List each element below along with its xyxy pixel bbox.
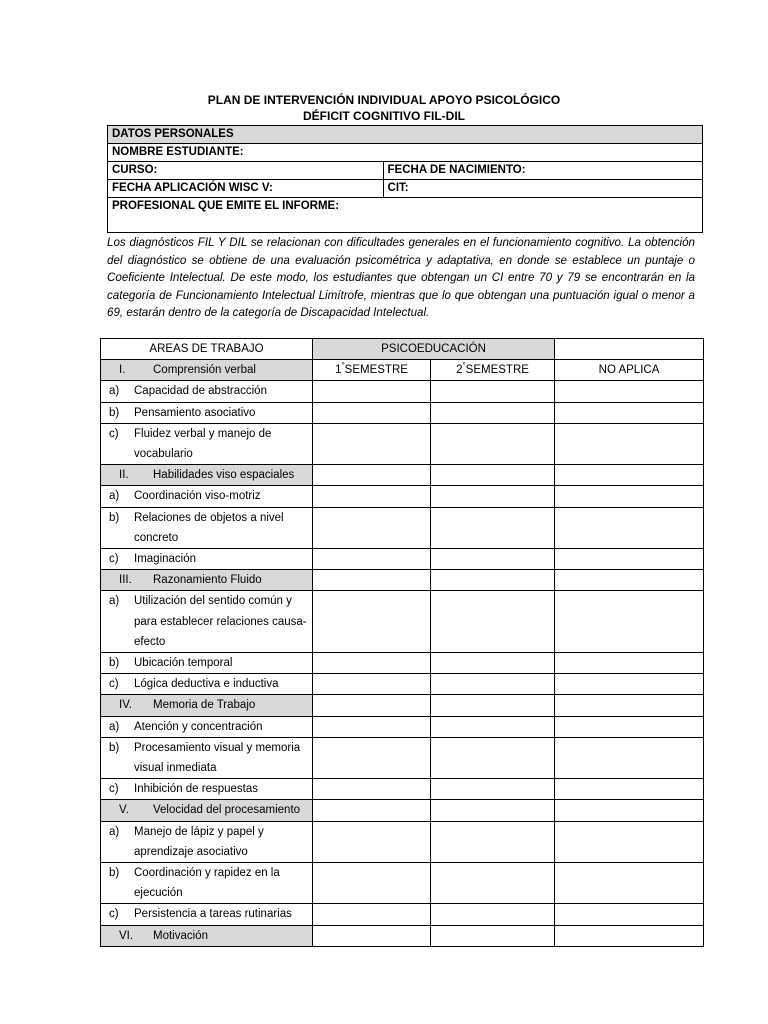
item-label-cell: [101, 486, 313, 507]
sem1-label: SEMESTRE: [344, 364, 408, 377]
sem1-degree: °: [341, 361, 345, 371]
cit-field[interactable]: CIT:: [383, 180, 702, 198]
section-name-cell: [101, 925, 313, 946]
section-noaplica-cell[interactable]: [555, 465, 704, 486]
item-row: [101, 591, 704, 653]
item-text: Persistencia a tareas rutinarias: [134, 908, 292, 921]
item-sem1-cell[interactable]: [313, 653, 431, 674]
section-sem1-cell[interactable]: [313, 695, 431, 716]
item-row: [101, 779, 704, 800]
birthdate-field[interactable]: FECHA DE NACIMIENTO:: [383, 162, 702, 180]
section-title: Motivación: [153, 929, 208, 942]
section-row: [101, 360, 704, 381]
header-areas: AREAS DE TRABAJO: [101, 339, 313, 360]
item-label: [101, 863, 312, 903]
item-sem1-cell[interactable]: [313, 779, 431, 800]
item-noaplica-cell[interactable]: [555, 737, 704, 778]
section-name-cell: [101, 695, 313, 716]
item-row: [101, 737, 704, 778]
intro-paragraph: Los diagnósticos FIL Y DIL se relacionan con dificultades generales en el funcionamiento cognitivo. La obtención del diagnóstico se obtiene de una evaluación psicométrica y adaptativa, en donde se establece un puntaje o Coeficiente Intelectual. De este modo, los estudiantes que obtengan un CI entre 70 y 79 se encontrarán en la categoría de Funcionamiento Intelectual Limítrofe, mientras que lo que obtengan una puntuación igual o menor a 69, estarán dentro de la categoría de Discapacidad Intelectual.: [107, 236, 695, 319]
section-label: [101, 926, 312, 946]
item-sem2-cell[interactable]: [431, 423, 555, 464]
item-label-cell: [101, 737, 313, 778]
item-sem2-cell[interactable]: [431, 402, 555, 423]
section-number: V.: [119, 804, 129, 817]
section-noaplica-cell[interactable]: [555, 925, 704, 946]
item-sem1-cell[interactable]: [313, 423, 431, 464]
item-label: [101, 904, 312, 924]
item-letter: b): [109, 741, 120, 754]
section-sem1-cell[interactable]: [313, 800, 431, 821]
section-noaplica-cell[interactable]: [555, 570, 704, 591]
item-letter: b): [109, 511, 120, 524]
item-sem1-cell[interactable]: [313, 674, 431, 695]
item-sem1-cell[interactable]: [313, 716, 431, 737]
item-sem1-cell[interactable]: [313, 863, 431, 904]
personal-header: DATOS PERSONALES: [108, 126, 703, 144]
item-letter: c): [109, 553, 119, 566]
item-text: Lógica deductiva e inductiva: [134, 678, 279, 691]
item-sem2-cell[interactable]: [431, 486, 555, 507]
item-sem2-cell[interactable]: [431, 863, 555, 904]
item-noaplica-cell[interactable]: [555, 821, 704, 862]
section-title: Habilidades viso espaciales: [153, 469, 295, 482]
item-sem2-cell[interactable]: [431, 653, 555, 674]
item-letter: a): [109, 385, 120, 398]
item-row: [101, 716, 704, 737]
item-sem2-cell[interactable]: [431, 904, 555, 925]
section-sem2-cell[interactable]: [431, 465, 555, 486]
item-sem2-cell[interactable]: [431, 381, 555, 402]
item-noaplica-cell[interactable]: [555, 507, 704, 548]
page-title: PLAN DE INTERVENCIÓN INDIVIDUAL APOYO PSICOLÓGICO: [207, 93, 561, 107]
item-text: Coordinación viso-motriz: [134, 490, 261, 503]
wisc-date-field[interactable]: FECHA APLICACIÓN WISC V:: [108, 180, 384, 198]
item-noaplica-cell[interactable]: [555, 423, 704, 464]
item-label-cell: [101, 863, 313, 904]
section-sem2-cell[interactable]: [431, 925, 555, 946]
section-row: [101, 465, 704, 486]
header-psicoeducacion: PSICOEDUCACIÓN: [313, 339, 555, 360]
section-title: Razonamiento Fluido: [153, 574, 262, 587]
item-label: [101, 424, 312, 464]
item-row: [101, 381, 704, 402]
item-row: [101, 653, 704, 674]
section-number: II.: [119, 469, 129, 482]
item-sem1-cell[interactable]: [313, 549, 431, 570]
item-letter: a): [109, 825, 120, 838]
item-sem2-cell[interactable]: [431, 821, 555, 862]
item-label: [101, 508, 312, 548]
item-label-cell: [101, 549, 313, 570]
item-sem2-cell[interactable]: [431, 737, 555, 778]
item-noaplica-cell[interactable]: [555, 653, 704, 674]
item-letter: a): [109, 595, 120, 608]
sem2-number: 2: [456, 364, 463, 377]
section-title: Velocidad del procesamiento: [153, 804, 301, 817]
item-row: [101, 402, 704, 423]
item-letter: a): [109, 490, 120, 503]
section-label: [101, 695, 312, 715]
sem2-label: SEMESTRE: [465, 364, 529, 377]
header-no-aplica: NO APLICA: [555, 360, 704, 381]
item-row: [101, 674, 704, 695]
item-text: Coordinación y rapidez en la ejecución: [134, 867, 280, 900]
item-text: Ubicación temporal: [134, 657, 233, 670]
section-title: Comprensión verbal: [153, 364, 256, 377]
section-number: IV.: [119, 699, 133, 712]
item-label: [101, 822, 312, 862]
item-letter: b): [109, 867, 120, 880]
section-name-cell: [101, 465, 313, 486]
item-noaplica-cell[interactable]: [555, 486, 704, 507]
item-sem1-cell[interactable]: [313, 737, 431, 778]
item-noaplica-cell[interactable]: [555, 863, 704, 904]
item-noaplica-cell[interactable]: [555, 591, 704, 653]
section-label: [101, 465, 312, 485]
item-row: [101, 863, 704, 904]
item-text: Imaginación: [134, 553, 197, 566]
item-text: Fluidez verbal y manejo de vocabulario: [134, 427, 272, 461]
item-label: [101, 549, 312, 569]
sem2-degree: °: [462, 361, 466, 371]
section-sem1-cell[interactable]: [313, 465, 431, 486]
item-label-cell: [101, 381, 313, 402]
header-semester-2: [431, 360, 555, 381]
item-label-cell: [101, 402, 313, 423]
item-label-cell: [101, 653, 313, 674]
student-name-field[interactable]: NOMBRE ESTUDIANTE:: [108, 144, 703, 162]
section-sem2-cell[interactable]: [431, 800, 555, 821]
sem1-number: 1: [335, 364, 342, 377]
item-noaplica-cell[interactable]: [555, 381, 704, 402]
item-label: [101, 486, 312, 506]
section-label: [101, 570, 312, 590]
section-name-cell: [101, 360, 313, 381]
item-text: Pensamiento asociativo: [134, 406, 256, 419]
item-label: [101, 591, 312, 652]
item-text: Utilización del sentido común y para establecer relaciones causa-efecto: [134, 595, 307, 648]
item-letter: c): [109, 783, 119, 796]
item-text: Relaciones de objetos a nivel concreto: [134, 511, 284, 544]
item-label-cell: [101, 423, 313, 464]
item-sem1-cell[interactable]: [313, 821, 431, 862]
item-letter: c): [109, 427, 119, 440]
section-name-cell: [101, 800, 313, 821]
section-name-cell: [101, 570, 313, 591]
item-label: [101, 381, 312, 401]
item-row: [101, 507, 704, 548]
course-field[interactable]: CURSO:: [108, 162, 384, 180]
item-label: [101, 738, 312, 778]
item-noaplica-cell[interactable]: [555, 904, 704, 925]
item-sem2-cell[interactable]: [431, 674, 555, 695]
header-semester-1: [313, 360, 431, 381]
item-label: [101, 403, 312, 423]
item-sem2-cell[interactable]: [431, 779, 555, 800]
section-number: III.: [119, 574, 132, 587]
header-empty: [555, 339, 704, 360]
section-label: [101, 800, 312, 820]
item-label-cell: [101, 591, 313, 653]
section-number: I.: [119, 364, 126, 377]
item-text: Atención y concentración: [134, 720, 263, 733]
item-sem2-cell[interactable]: [431, 507, 555, 548]
item-sem1-cell[interactable]: [313, 486, 431, 507]
item-label: [101, 653, 312, 673]
item-label: [101, 717, 312, 737]
item-text: Capacidad de abstracción: [134, 385, 267, 398]
section-label: [101, 360, 312, 380]
item-row: [101, 821, 704, 862]
item-sem2-cell[interactable]: [431, 549, 555, 570]
section-row: [101, 570, 704, 591]
item-text: Procesamiento visual y memoria visual inmediata: [134, 741, 301, 775]
item-label-cell: [101, 904, 313, 925]
item-letter: c): [109, 678, 119, 691]
section-sem1-cell[interactable]: [313, 925, 431, 946]
item-letter: a): [109, 720, 120, 733]
section-row: [101, 800, 704, 821]
item-noaplica-cell[interactable]: [555, 674, 704, 695]
section-number: VI.: [119, 929, 134, 942]
item-sem1-cell[interactable]: [313, 381, 431, 402]
section-row: [101, 695, 704, 716]
item-noaplica-cell[interactable]: [555, 716, 704, 737]
item-label: [101, 779, 312, 799]
item-label-cell: [101, 674, 313, 695]
item-text: Inhibición de respuestas: [134, 783, 259, 796]
section-row: [101, 925, 704, 946]
section-noaplica-cell[interactable]: [555, 800, 704, 821]
item-letter: b): [109, 657, 120, 670]
item-label: [101, 674, 312, 694]
item-sem2-cell[interactable]: [431, 716, 555, 737]
work-areas-table: [100, 338, 704, 947]
personal-data-table: [107, 125, 703, 233]
item-row: [101, 549, 704, 570]
item-label-cell: [101, 821, 313, 862]
professional-field[interactable]: PROFESIONAL QUE EMITE EL INFORME:: [108, 198, 703, 233]
item-sem2-cell[interactable]: [431, 591, 555, 653]
item-row: [101, 904, 704, 925]
item-noaplica-cell[interactable]: [555, 549, 704, 570]
item-sem1-cell[interactable]: [313, 507, 431, 548]
section-sem1-cell[interactable]: [313, 570, 431, 591]
page-subtitle: DÉFICIT COGNITIVO FIL-DIL: [303, 109, 465, 123]
item-noaplica-cell[interactable]: [555, 779, 704, 800]
section-sem2-cell[interactable]: [431, 570, 555, 591]
item-label-cell: [101, 716, 313, 737]
item-row: [101, 423, 704, 464]
item-noaplica-cell[interactable]: [555, 402, 704, 423]
item-label-cell: [101, 779, 313, 800]
item-letter: b): [109, 406, 120, 419]
item-row: [101, 486, 704, 507]
item-sem1-cell[interactable]: [313, 904, 431, 925]
item-letter: c): [109, 908, 119, 921]
item-sem1-cell[interactable]: [313, 591, 431, 653]
section-noaplica-cell[interactable]: [555, 695, 704, 716]
item-text: Manejo de lápiz y papel y aprendizaje asociativo: [134, 825, 264, 858]
section-title: Memoria de Trabajo: [153, 699, 256, 712]
section-sem2-cell[interactable]: [431, 695, 555, 716]
item-label-cell: [101, 507, 313, 548]
item-sem1-cell[interactable]: [313, 402, 431, 423]
